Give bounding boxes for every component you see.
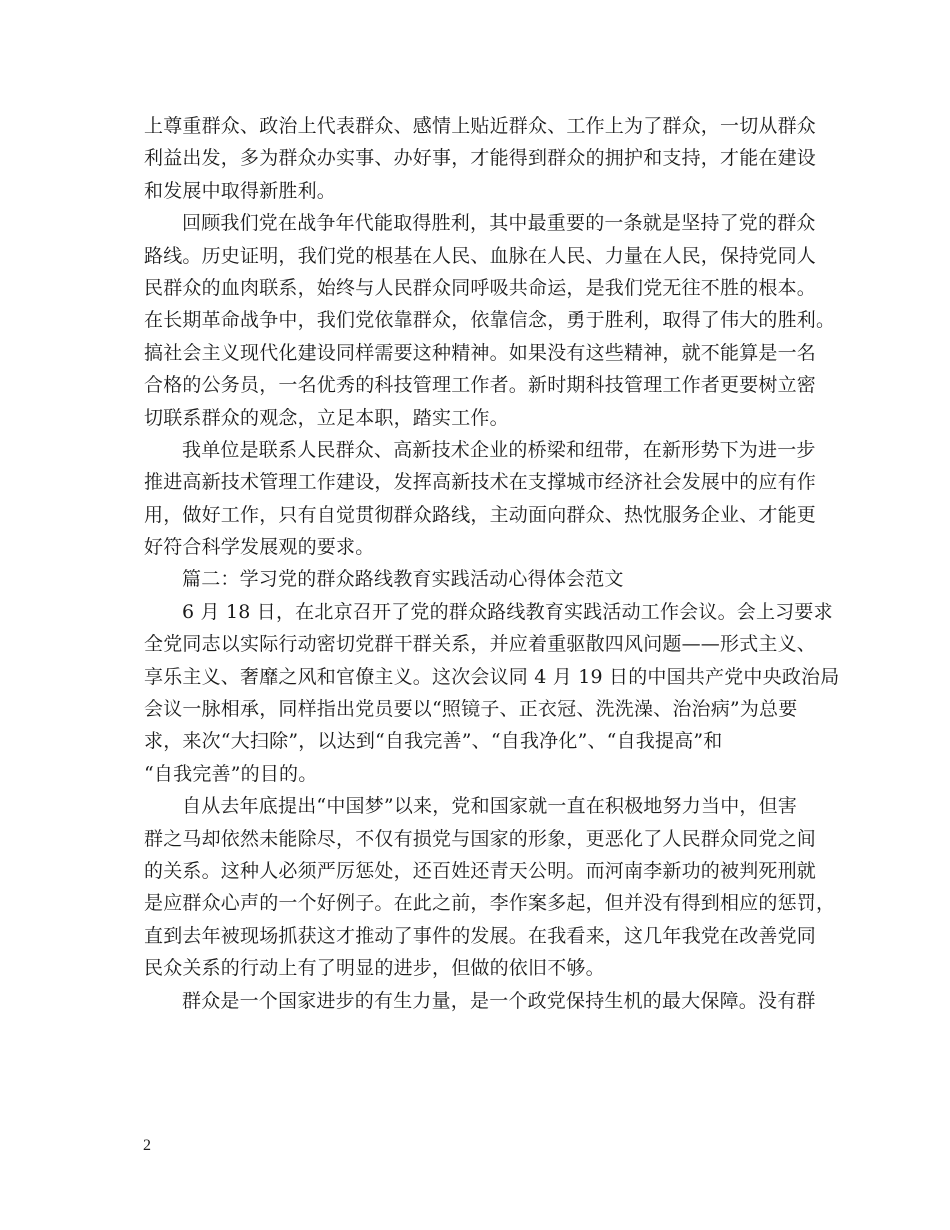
paragraph-first-line: 6 月 18 日，在北京召开了党的群众路线教育实践活动工作会议。会上习要求 xyxy=(182,600,833,623)
text-line: 民众关系的行动上有了明显的进步，但做的依旧不够。 xyxy=(144,957,605,980)
text-line: 切联系群众的观念，立足本职，踏实工作。 xyxy=(144,406,509,429)
paragraph-first-line: 群众是一个国家进步的有生力量，是一个政党保持生机的最大保障。没有群 xyxy=(182,989,816,1012)
text-line: 合格的公务员，一名优秀的科技管理工作者。新时期科技管理工作者更要树立密 xyxy=(144,374,817,397)
paragraph-first-line: 自从去年底提出“中国梦”以来，党和国家就一直在积极地努力当中，但害 xyxy=(182,795,798,818)
paragraph-first-line: 篇二：学习党的群众路线教育实践活动心得体会范文 xyxy=(182,568,624,591)
text-line: 搞社会主义现代化建设同样需要这种精神。如果没有这些精神，就不能算是一名 xyxy=(144,341,817,364)
text-line: 直到去年被现场抓获这才推动了事件的发展。在我看来，这几年我党在改善党同 xyxy=(144,924,817,947)
text-line: 民群众的血肉联系，始终与人民群众同呼吸共命运，是我们党无往不胜的根本。 xyxy=(144,276,817,299)
text-line: 群之马却依然未能除尽，不仅有损党与国家的形象，更恶化了人民群众同党之间 xyxy=(144,827,817,850)
text-line: 好符合科学发展观的要求。 xyxy=(144,536,375,559)
paragraph-first-line: 我单位是联系人民群众、高新技术企业的桥梁和纽带，在新形势下为进一步 xyxy=(182,438,816,461)
text-line: “自我完善”的目的。 xyxy=(144,762,318,785)
text-line: 和发展中取得新胜利。 xyxy=(144,179,337,202)
text-line: 利益出发，多为群众办实事、办好事，才能得到群众的拥护和支持，才能在建设 xyxy=(144,147,817,170)
text-line: 在长期革命战争中，我们党依靠群众，依靠信念，勇于胜利，取得了伟大的胜利。 xyxy=(144,309,836,332)
text-line: 的关系。这种人必须严厉惩处，还百姓还青天公明。而河南李新功的被判死刑就 xyxy=(144,859,817,882)
text-line: 路线。历史证明，我们党的根基在人民、血脉在人民、力量在人民，保持党同人 xyxy=(144,244,817,267)
text-line: 全党同志以实际行动密切党群干群关系，并应着重驱散四风问题——形式主义、 xyxy=(144,633,817,656)
document-body xyxy=(144,110,840,1017)
text-line: 推进高新技术管理工作建设，发挥高新技术在支撑城市经济社会发展中的应有作 xyxy=(144,471,817,494)
paragraph-first-line: 回顾我们党在战争年代能取得胜利，其中最重要的一条就是坚持了党的群众 xyxy=(182,212,816,235)
text-line: 求，来次“大扫除”，以达到“自我完善”、“自我净化”、“自我提高”和 xyxy=(144,730,723,753)
page-number: 2 xyxy=(143,1137,151,1154)
text-line: 用，做好工作，只有自觉贯彻群众路线，主动面向群众、热忱服务企业、才能更 xyxy=(144,503,817,526)
text-line: 是应群众心声的一个好例子。在此之前，李作案多起，但并没有得到相应的惩罚， xyxy=(144,892,836,915)
text-line: 享乐主义、奢靡之风和官僚主义。这次会议同 4 月 19 日的中国共产党中央政治局 xyxy=(144,665,840,688)
text-line: 会议一脉相承，同样指出党员要以“照镜子、正衣冠、洗洗澡、治治病”为总要 xyxy=(144,698,798,721)
text-line: 上尊重群众、政治上代表群众、感情上贴近群众、工作上为了群众，一切从群众 xyxy=(144,115,817,137)
